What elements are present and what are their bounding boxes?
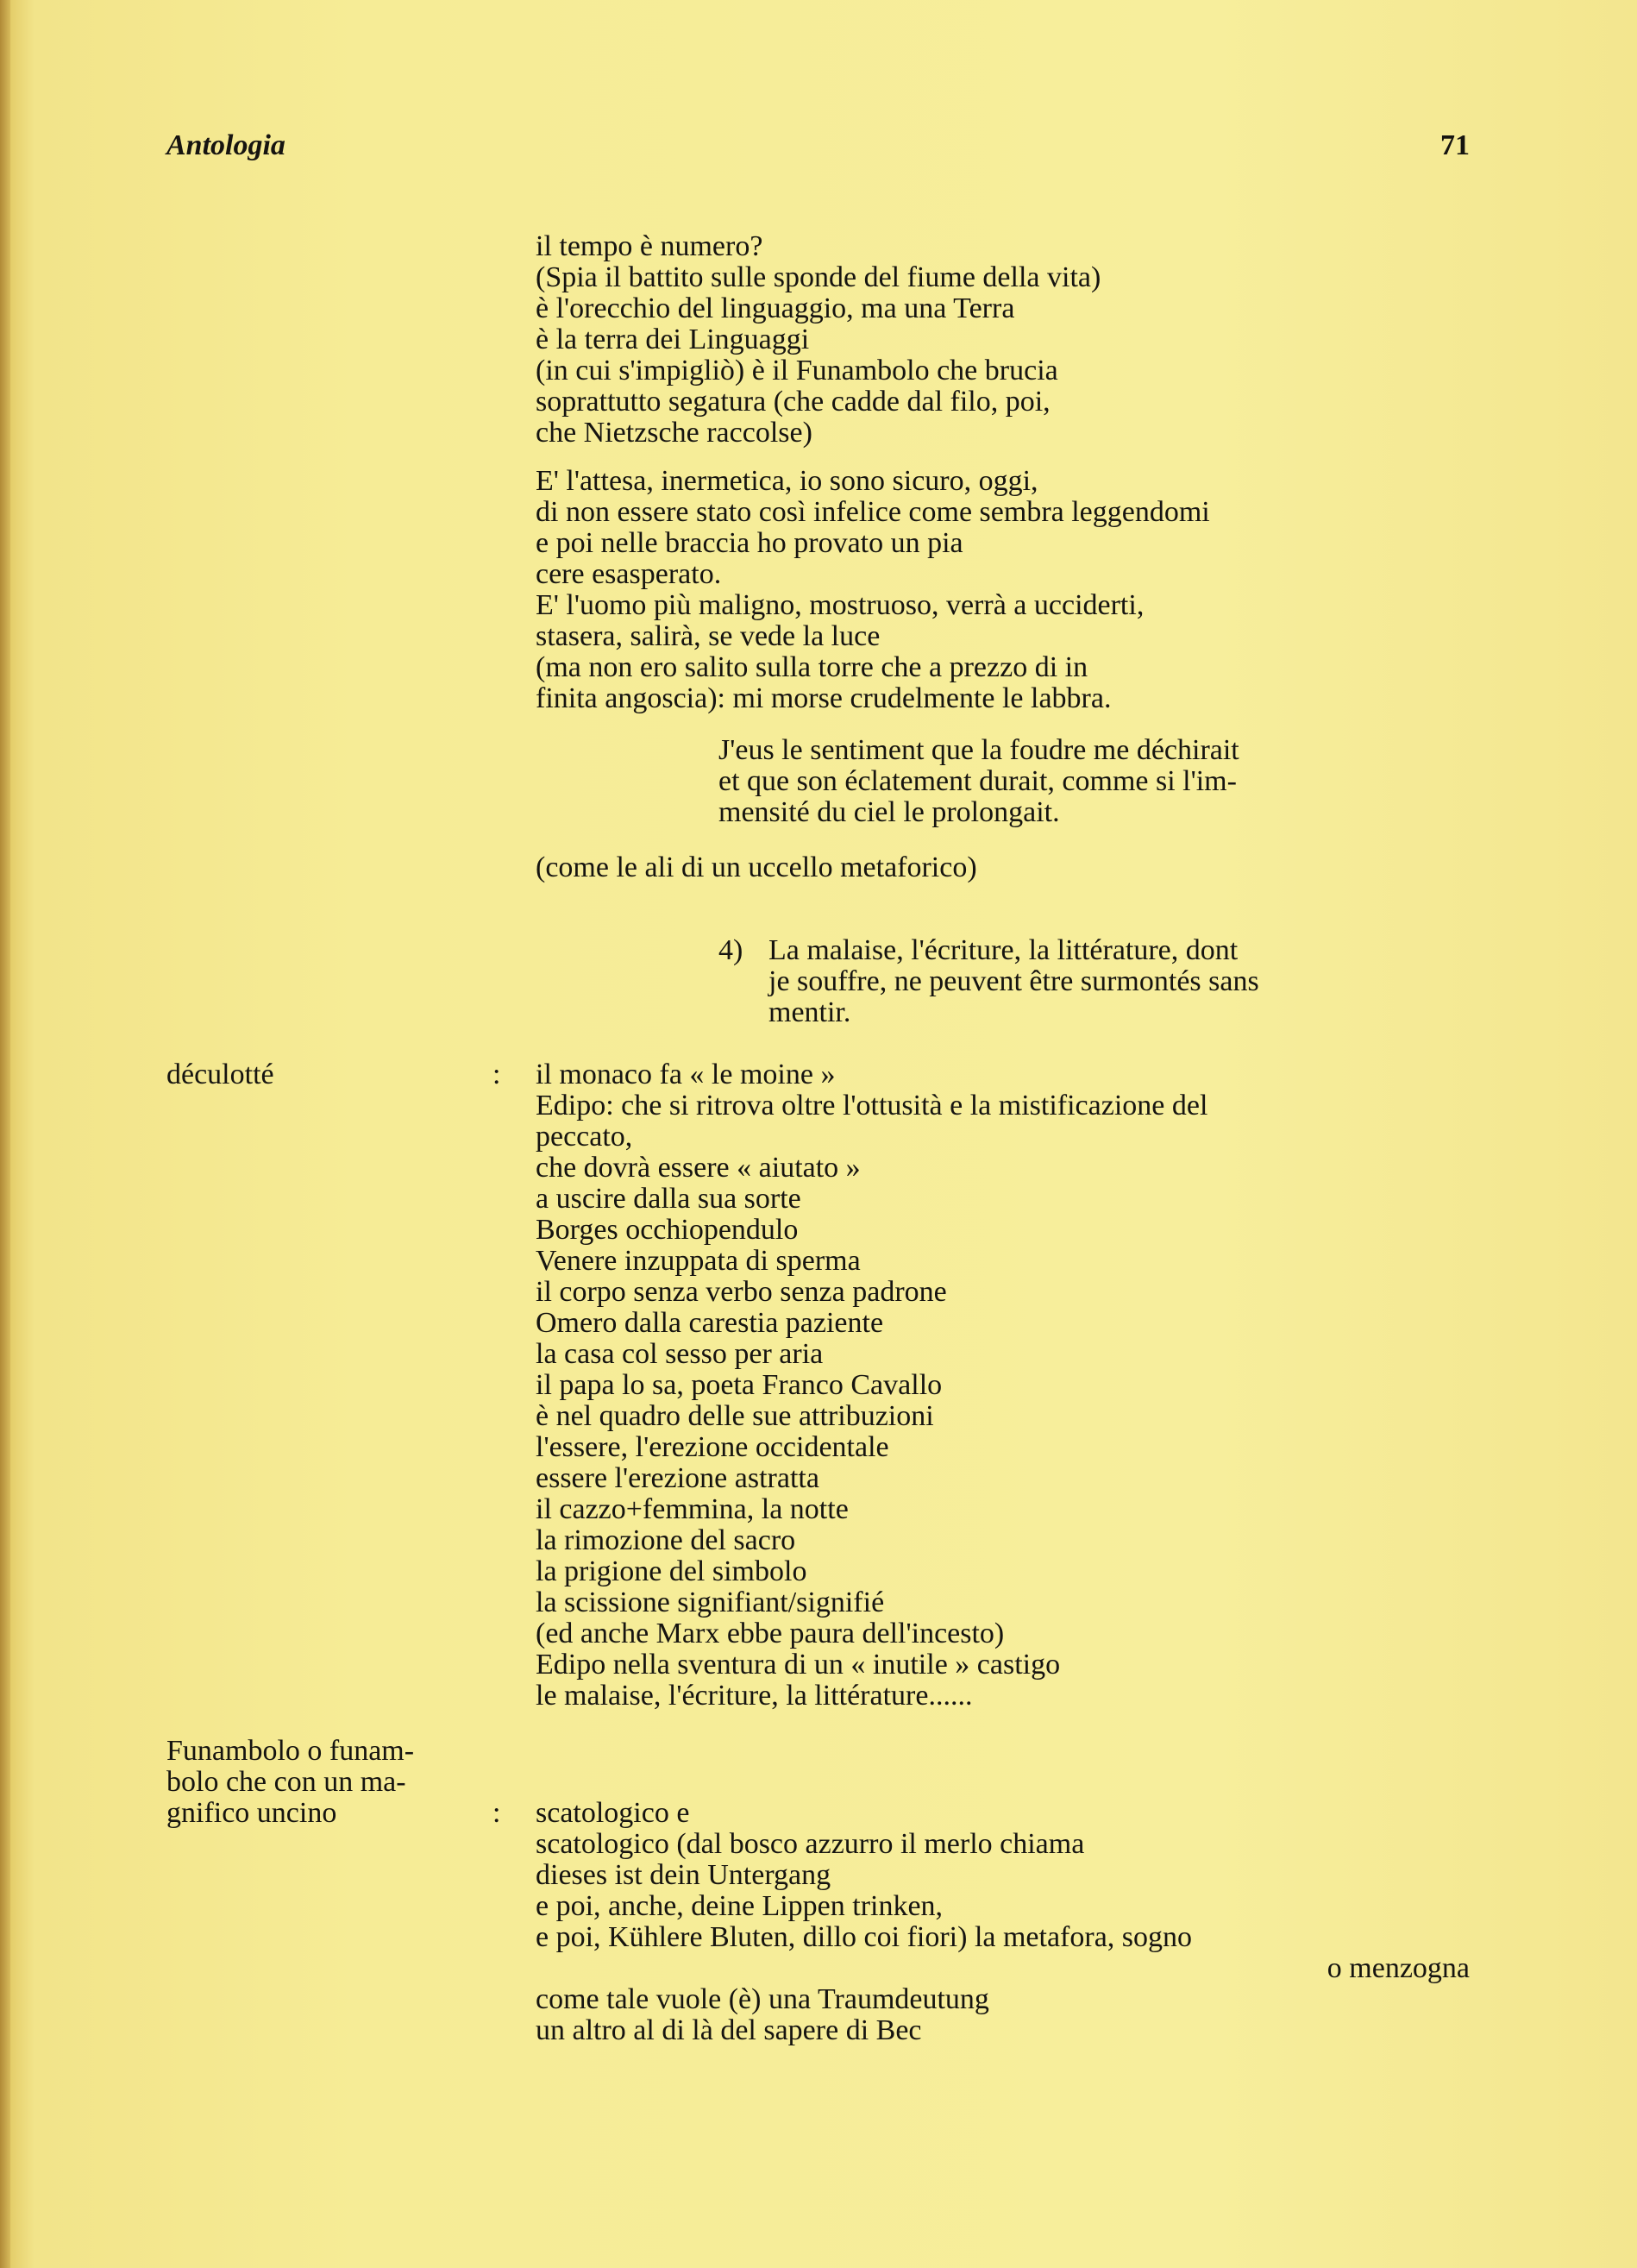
text-line: che Nietzsche raccolse) bbox=[536, 417, 812, 449]
metaphor-line bbox=[536, 852, 977, 883]
text-line: è la terra dei Linguaggi bbox=[536, 324, 810, 355]
text-line: (Spia il battito sulle sponde del fiume della vita) bbox=[536, 261, 1101, 293]
item-4-text bbox=[768, 935, 1259, 1028]
text-line: che dovrà essere « aiutato » bbox=[536, 1152, 861, 1184]
text-line: E' l'attesa, inermetica, io sono sicuro, oggi, bbox=[536, 465, 1038, 497]
text-line: e poi, anche, deine Lippen trinken, bbox=[536, 1890, 944, 1922]
text-line: la casa col sesso per aria bbox=[536, 1338, 824, 1370]
label-line: Funambolo o funam- bbox=[166, 1735, 415, 1767]
text-line: le malaise, l'écriture, la littérature...... bbox=[536, 1680, 973, 1712]
text-line-right: o menzogna bbox=[1327, 1952, 1470, 1984]
text-line: essere l'erezione astratta bbox=[536, 1462, 819, 1494]
text-line: (ed anche Marx ebbe paura dell'incesto) bbox=[536, 1618, 1005, 1649]
text-line: e poi nelle braccia ho provato un pia bbox=[536, 527, 963, 559]
text-line: la scissione signifiant/signifié bbox=[536, 1586, 885, 1618]
text-line: scatologico (dal bosco azzurro il merlo chiama bbox=[536, 1828, 1085, 1860]
text-line: Edipo: che si ritrova oltre l'ottusità e la mistificazione del bbox=[536, 1090, 1208, 1121]
text-line: e poi, Kühlere Bluten, dillo coi fiori) la metafora, sogno bbox=[536, 1921, 1193, 1953]
text-line: stasera, salirà, se vede la luce bbox=[536, 620, 881, 652]
text-line: il monaco fa « le moine » bbox=[536, 1059, 836, 1090]
text-line: la prigione del simbolo bbox=[536, 1555, 807, 1587]
book-spine-shadow bbox=[0, 0, 10, 2268]
text-line: je souffre, ne peuvent être surmontés sans bbox=[768, 965, 1259, 997]
text-line: il cazzo+femmina, la notte bbox=[536, 1493, 849, 1525]
text-line: cere esasperato. bbox=[536, 558, 722, 590]
text-line: Edipo nella sventura di un « inutile » castigo bbox=[536, 1649, 1061, 1681]
text-line: peccato, bbox=[536, 1121, 633, 1153]
poem-stanza-2 bbox=[536, 466, 1210, 714]
funambolo-label bbox=[166, 1736, 414, 1829]
text-line: (ma non ero salito sulla torre che a prezzo di in bbox=[536, 651, 1088, 683]
text-line: La malaise, l'écriture, la littérature, dont bbox=[768, 934, 1239, 966]
deculotte-text bbox=[536, 1059, 1207, 1712]
text-line: la rimozione del sacro bbox=[536, 1524, 796, 1556]
section-title: Antologia bbox=[166, 129, 285, 161]
text-line: come tale vuole (è) una Traumdeutung bbox=[536, 1983, 989, 2015]
deculotte-label: déculotté bbox=[166, 1059, 274, 1090]
text-line: dieses ist dein Untergang bbox=[536, 1859, 831, 1891]
text-line: Borges occhiopendulo bbox=[536, 1214, 799, 1246]
text-line: et que son éclatement durait, comme si l'im- bbox=[718, 765, 1237, 797]
text-line: scatologico e bbox=[536, 1797, 690, 1829]
text-line: Omero dalla carestia paziente bbox=[536, 1307, 884, 1339]
text-line: un altro al di là del sapere di Bec bbox=[536, 2014, 922, 2046]
page-number: 71 bbox=[1440, 129, 1470, 161]
text-line: mensité du ciel le prolongait. bbox=[718, 796, 1060, 828]
text-line: di non essere stato così infelice come sembra leggendomi bbox=[536, 496, 1210, 528]
text-line: il papa lo sa, poeta Franco Cavallo bbox=[536, 1369, 943, 1401]
text-line: è nel quadro delle sue attribuzioni bbox=[536, 1400, 934, 1432]
text-line: finita angoscia): mi morse crudelmente le labbra. bbox=[536, 682, 1112, 714]
text-line: mentir. bbox=[768, 996, 851, 1028]
text-line: il corpo senza verbo senza padrone bbox=[536, 1276, 947, 1308]
text-line: J'eus le sentiment que la foudre me déchirait bbox=[718, 734, 1239, 766]
item-number: 4) bbox=[718, 934, 743, 966]
label-line: gnifico uncino bbox=[166, 1797, 337, 1829]
text-line: E' l'uomo più maligno, mostruoso, verrà a ucciderti, bbox=[536, 589, 1145, 621]
text-line: il tempo è numero? bbox=[536, 230, 763, 262]
text-line: soprattutto segatura (che cadde dal filo, poi, bbox=[536, 386, 1051, 418]
text-line: a uscire dalla sua sorte bbox=[536, 1183, 801, 1215]
label-line: bolo che con un ma- bbox=[166, 1766, 406, 1798]
text-line: (come le ali di un uccello metaforico) bbox=[536, 851, 977, 883]
label-colon: : bbox=[492, 1797, 501, 1829]
text-line: (in cui s'impigliò) è il Funambolo che brucia bbox=[536, 355, 1058, 386]
text-line: Venere inzuppata di sperma bbox=[536, 1245, 861, 1277]
text-line: l'essere, l'erezione occidentale bbox=[536, 1431, 889, 1463]
poem-stanza-1 bbox=[536, 231, 1101, 449]
text-line: è l'orecchio del linguaggio, ma una Terra bbox=[536, 292, 1015, 324]
funambolo-text bbox=[536, 1798, 1470, 2046]
label-colon: : bbox=[492, 1059, 501, 1090]
french-quotation bbox=[718, 735, 1239, 828]
